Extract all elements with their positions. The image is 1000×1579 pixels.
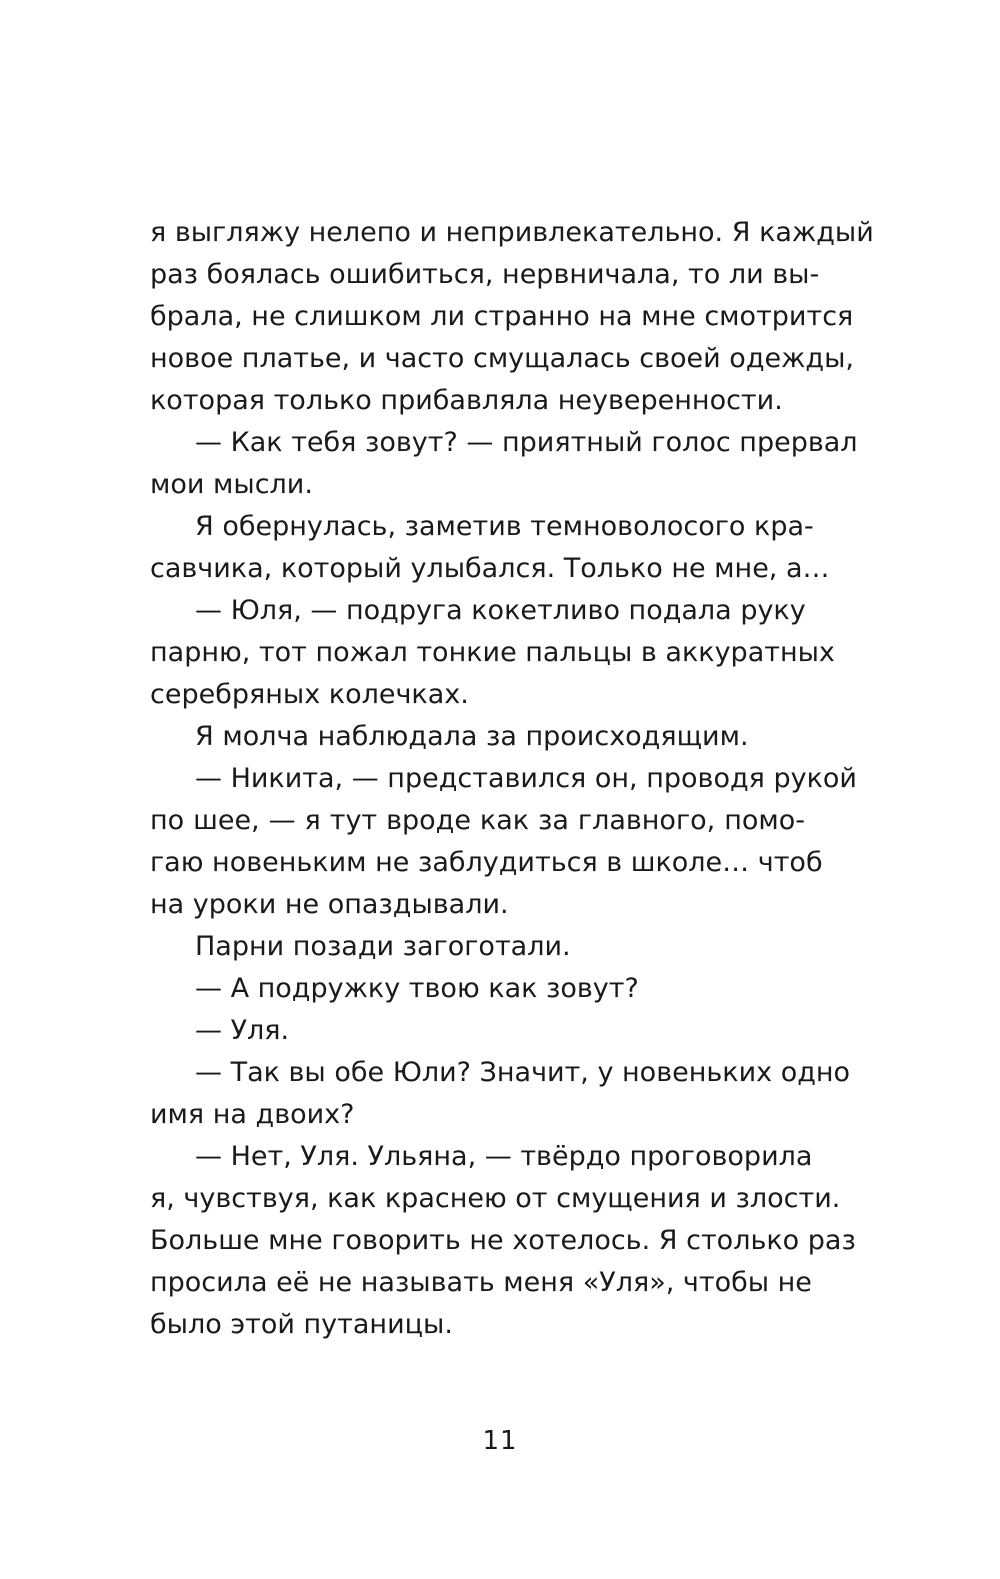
text-line: Больше мне говорить не хотелось. Я столько раз xyxy=(150,1225,856,1256)
text-line: Парни позади загоготали. xyxy=(195,931,571,962)
text-line: было этой путаницы. xyxy=(150,1309,453,1340)
text-line: савчика, который улыбался. Только не мне, а… xyxy=(150,553,830,584)
text-line: брала, не слишком ли странно на мне смотрится xyxy=(150,301,854,332)
text-line: мои мысли. xyxy=(150,469,313,500)
text-line: — Никита, — представился он, проводя рукой xyxy=(195,763,857,794)
text-line: — Так вы обе Юли? Значит, у новеньких одно xyxy=(195,1057,851,1088)
text-line: — Как тебя зовут? — приятный голос прервал xyxy=(195,427,858,458)
text-line: — Уля. xyxy=(195,1015,290,1046)
text-line: серебряных колечках. xyxy=(150,679,469,710)
text-line: раз боялась ошибиться, нервничала, то ли вы- xyxy=(150,259,820,290)
text-line: парню, тот пожал тонкие пальцы в аккуратных xyxy=(150,637,835,668)
body-text xyxy=(150,212,874,1346)
text-line: которая только прибавляла неуверенности. xyxy=(150,385,783,416)
text-line: имя на двоих? xyxy=(150,1099,355,1130)
text-line: Я обернулась, заметив темноволосого кра- xyxy=(195,511,814,542)
text-line: я, чувствуя, как краснею от смущения и злости. xyxy=(150,1183,841,1214)
text-line: просила её не называть меня «Уля», чтобы не xyxy=(150,1267,812,1298)
page-number: 11 xyxy=(482,1426,518,1456)
text-line: по шее, — я тут вроде как за главного, помо- xyxy=(150,805,805,836)
text-line: — А подружку твою как зовут? xyxy=(195,973,639,1004)
text-line: Я молча наблюдала за происходящим. xyxy=(195,721,749,752)
text-line: на уроки не опаздывали. xyxy=(150,889,509,920)
text-line: я выгляжу нелепо и непривлекательно. Я каждый xyxy=(150,217,874,248)
text-line: — Нет, Уля. Ульяна, — твёрдо проговорила xyxy=(195,1141,813,1172)
text-line: — Юля, — подруга кокетливо подала руку xyxy=(195,595,806,626)
text-line: новое платье, и часто смущалась своей одежды, xyxy=(150,343,854,374)
text-line: гаю новеньким не заблудиться в школе… чтоб xyxy=(150,847,823,878)
